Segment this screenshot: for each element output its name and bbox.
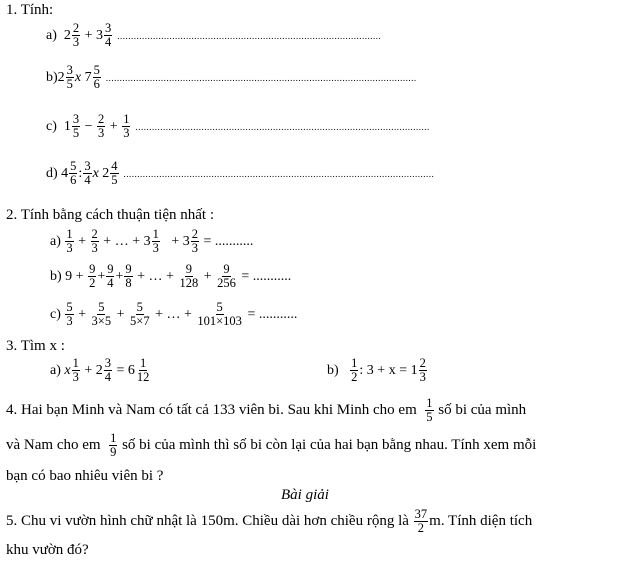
q2-heading: 2. Tính bằng cách thuận tiện nhất : — [6, 207, 215, 223]
q1-item-c — [46, 113, 430, 140]
fraction: $\frac{1}{9}$ — [110, 431, 117, 460]
text: 4. Hai bạn Minh và Nam có tất cả 133 viên bi. Sau khi Minh cho em — [6, 402, 417, 419]
q4-line-2 — [6, 432, 536, 459]
fraction: $\frac{2}{3}$ — [72, 21, 80, 50]
q3-item-a — [50, 357, 151, 384]
q2-item-a — [50, 228, 253, 255]
answer-dots: ................................................................................................................. — [123, 168, 435, 179]
q5-line-2: khu vườn đó? — [6, 542, 89, 558]
q4-line-3: bạn có bao nhiêu viên bi ? — [6, 468, 164, 484]
equals-dots: = ........... — [247, 306, 298, 322]
whole: 2 — [63, 27, 71, 43]
fraction: $\frac{1}{3}$ — [152, 227, 159, 256]
fraction: $\frac{5}{5\times 7}$ — [130, 300, 150, 329]
whole: 2 — [57, 69, 65, 85]
fraction: $\frac{9}{4}$ — [107, 262, 114, 291]
whole: 7 — [84, 69, 92, 85]
q2-item-c — [50, 301, 297, 328]
q1-item-d — [46, 160, 434, 187]
fraction: $\frac{1}{5}$ — [426, 396, 433, 425]
fraction: $\frac{1}{3}$ — [66, 227, 73, 256]
operator: − — [84, 118, 93, 134]
fraction: $\frac{2}{3}$ — [419, 356, 426, 385]
equation-rest: : 3 + x = 1 — [359, 362, 418, 378]
operator: x — [92, 165, 99, 181]
q1-item-b — [46, 64, 417, 91]
item-label: b) — [46, 69, 58, 85]
answer-dots: ................................................................................................ — [117, 30, 382, 41]
equals-dots: = ........... — [241, 268, 292, 284]
fraction: $\frac{5}{6}$ — [93, 63, 100, 92]
variable-x: x — [64, 362, 71, 378]
operator: + — [116, 306, 125, 322]
text: số bi của mình — [438, 402, 527, 419]
q1-heading: 1. Tính: — [6, 2, 54, 18]
operator: x — [74, 69, 82, 85]
fraction: $\frac{4}{5}$ — [111, 159, 118, 188]
operator: + — [109, 118, 118, 134]
fraction: $\frac{5}{3}$ — [66, 300, 73, 329]
answer-dots: ........................................................................................................... — [135, 121, 430, 132]
fraction: $\frac{2}{3}$ — [91, 227, 98, 256]
fraction: $\frac{1}{12}$ — [136, 356, 150, 385]
fraction: $\frac{3}{5}$ — [66, 63, 73, 92]
item-label: c) — [46, 118, 57, 134]
item-label: c) — [50, 306, 61, 322]
operator: + — [84, 27, 93, 43]
q2-item-b — [50, 263, 291, 290]
fraction: $\frac{37}{2}$ — [414, 507, 428, 536]
item-label: b) — [327, 362, 339, 378]
q3-item-b — [327, 357, 428, 384]
q4-line-1 — [6, 397, 526, 424]
q1-item-a — [46, 22, 381, 49]
fraction: $\frac{1}{3}$ — [72, 356, 79, 385]
whole: 1 — [63, 118, 71, 134]
operator: : — [78, 165, 83, 181]
operator: + — [78, 233, 87, 249]
text: 5. Chu vi vườn hình chữ nhật là 150m. Chiều dài hơn chiều rộng là — [6, 513, 409, 530]
fraction: $\frac{1}{2}$ — [351, 356, 358, 385]
text: và Nam cho em — [6, 437, 101, 454]
operator: + … + 3 — [103, 233, 151, 249]
operator: + … + — [155, 306, 192, 322]
item-label: b) — [50, 268, 62, 284]
equals-dots: = ........... — [203, 233, 254, 249]
fraction: $\frac{3}{4}$ — [84, 159, 91, 188]
fraction: $\frac{3}{5}$ — [72, 112, 80, 141]
fraction: $\frac{9}{8}$ — [125, 262, 132, 291]
q3-heading: 3. Tìm x : — [6, 338, 65, 354]
answer-dots: ................................................................................................................. — [105, 72, 417, 83]
text: số bi của mình thì số bi còn lại của hai bạn bằng nhau. Tính xem mỗi — [122, 437, 537, 454]
fraction: $\frac{5}{6}$ — [70, 159, 77, 188]
fraction: $\frac{3}{4}$ — [105, 21, 112, 50]
item-label: a) — [50, 362, 61, 378]
fraction: $\frac{9}{256}$ — [217, 262, 236, 291]
item-label: a) — [46, 27, 57, 43]
fraction: $\frac{1}{3}$ — [123, 112, 130, 141]
text: m. Tính diện tích — [429, 513, 533, 530]
item-label: d) — [46, 165, 58, 181]
operator: + — [97, 268, 106, 284]
fraction: $\frac{5}{101\times 103}$ — [197, 300, 242, 329]
lead-term: 9 + — [65, 268, 84, 284]
operator: + — [203, 268, 212, 284]
operator: + … + — [137, 268, 174, 284]
whole: 4 — [61, 165, 69, 181]
fraction: $\frac{5}{3\times 5}$ — [91, 300, 112, 329]
fraction: $\frac{2}{3}$ — [191, 227, 198, 256]
fraction: $\frac{9}{128}$ — [179, 262, 199, 291]
q5-line-1 — [6, 508, 532, 535]
whole: 3 — [96, 27, 104, 43]
equals-term: = 6 — [116, 362, 135, 378]
operator: + — [115, 268, 124, 284]
whole: 2 — [102, 165, 110, 181]
item-label: a) — [50, 233, 61, 249]
fraction: $\frac{9}{2}$ — [89, 262, 96, 291]
operator: + — [78, 306, 87, 322]
fraction: $\frac{2}{3}$ — [98, 112, 105, 141]
solution-heading: Bài giải — [281, 487, 329, 503]
operator: + 2 — [84, 362, 103, 378]
fraction: $\frac{3}{4}$ — [104, 356, 112, 385]
operator: + 3 — [171, 233, 190, 249]
